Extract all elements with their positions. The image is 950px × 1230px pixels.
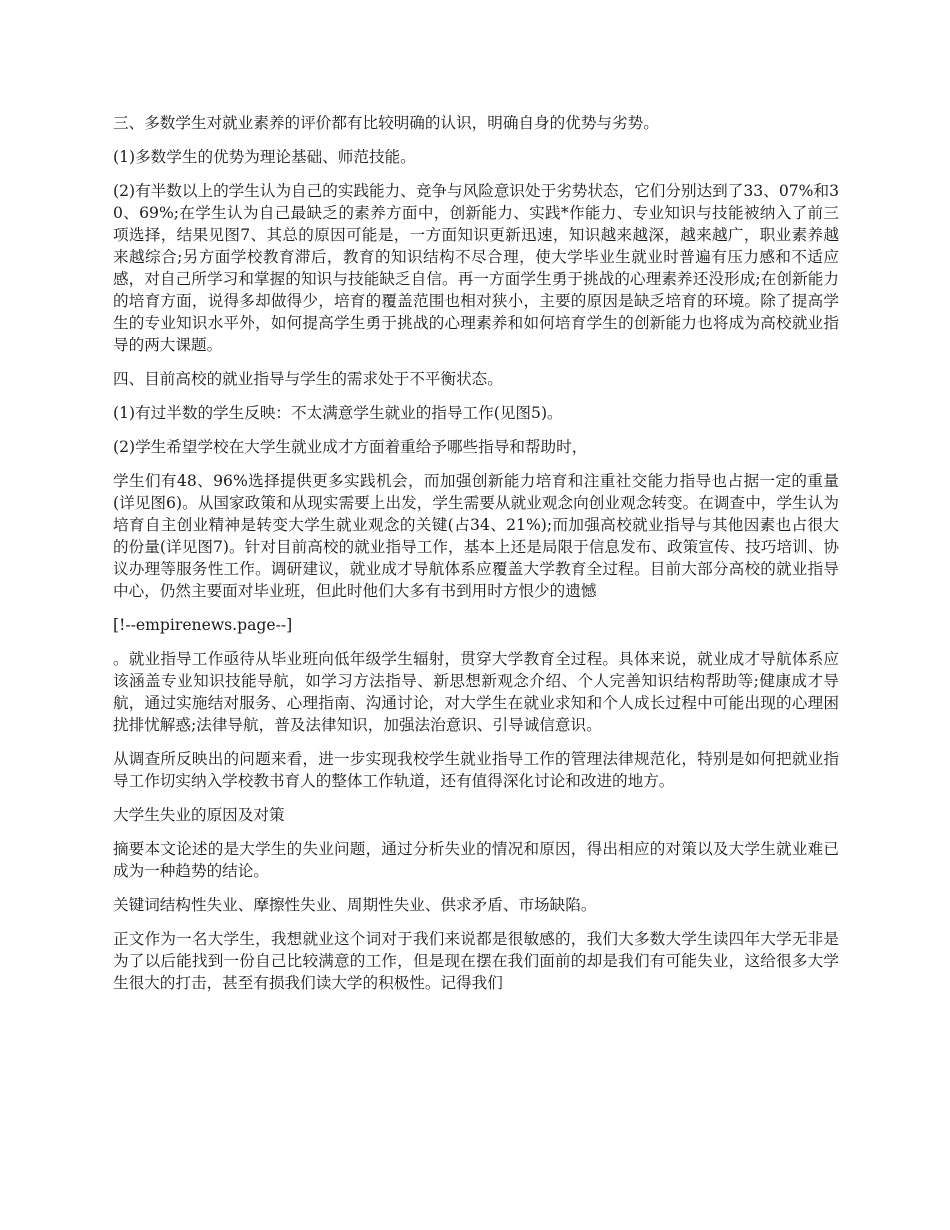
page-break-marker: [!--empirenews.page--] [113, 616, 293, 634]
paragraph-weaknesses: (2)有半数以上的学生认为自己的实践能力、竞争与风险意识处于劣势状态，它们分别达到了33、07%和30、69%;在学生认为自己最缺乏的素养方面中，创新能力、实践*作能力、专业知识与技能被纳入了前三项选择，结果见图7、其总的原因可能是，一方面知识更新迅速，知识越来越深，越来越广，职业素养越来越综合;另方面学校教育滞后，教育的知识结构不尽合理，使大学毕业生就业时普遍有压力感和不适应感，对自己所学习和掌握的知识与技能缺乏自信。再一方面学生勇于挑战的心理素养还没形成;在创新能力的培育方面，说得多却做得少，培育的覆盖范围也相对狭小，主要的原因是缺乏培育的环境。除了提高学生的专业知识水平外，如何提高学生勇于挑战的心理素养和如何培育学生的创新能力也将成为高校就业指导的两大课题。 [113, 182, 839, 354]
paragraph-abstract: 摘要本文论述的是大学生的失业问题，通过分析失业的情况和原因，得出相应的对策以及大学生就业难已成为一种趋势的结论。 [113, 840, 839, 880]
paragraph-keywords: 关键词结构性失业、摩擦性失业、周期性失业、供求矛盾、市场缺陷。 [113, 896, 597, 914]
paragraph-main-text: 正文作为一名大学生，我想就业这个词对于我们来说都是很敏感的，我们大多数大学生读四年大学无非是为了以后能找到一份自己比较满意的工作，但是现在摆在我们面前的却是我们有可能失业，这给很多大学生很大的打击，甚至有损我们读大学的积极性。记得我们 [113, 930, 839, 992]
paragraph-section-four-heading: 四、目前高校的就业指导与学生的需求处于不平衡状态。 [113, 370, 503, 388]
paragraph-practice-opportunities: 学生们有48、96%选择提供更多实践机会，而加强创新能力培育和注重社交能力指导也占据一定的重量(详见图6)。从国家政策和从现实需要上出发，学生需要从就业观念向创业观念转变。在调查中，学生认为培育自主创业精神是转变大学生就业观念的关键(占34、21%);而加强高校就业指导与其他因素也占很大的份量(详见图7)。针对目前高校的就业指导工作，基本上还是局限于信息发布、政策宣传、技巧培训、协议办理等服务性工作。调研建议，就业成才导航体系应覆盖大学教育全过程。目前大部分高校的就业指导中心，仍然主要面对毕业班，但此时他们大多有书到用时方恨少的遗憾 [113, 472, 839, 600]
paragraph-section-three-heading: 三、多数学生对就业素养的评价都有比较明确的认识，明确自身的优势与劣势。 [113, 114, 659, 132]
document-body [113, 112, 839, 994]
paragraph-strengths: (1)多数学生的优势为理论基础、师范技能。 [113, 148, 416, 166]
paragraph-survey-conclusion: 从调查所反映出的问题来看，进一步实现我校学生就业指导工作的管理法律规范化，特别是如何把就业指导工作切实纳入学校教书育人的整体工作轨道，还有值得深化讨论和改进的地方。 [113, 750, 839, 790]
paragraph-student-expectations: (2)学生希望学校在大学生就业成才方面着重给予哪些指导和帮助时， [113, 438, 588, 456]
paragraph-dissatisfaction: (1)有过半数的学生反映：不太满意学生就业的指导工作(见图5)。 [113, 404, 563, 422]
article-title: 大学生失业的原因及对策 [113, 806, 285, 824]
paragraph-guidance-system: 。就业指导工作亟待从毕业班向低年级学生辐射，贯穿大学教育全过程。具体来说，就业成才导航体系应该涵盖专业知识技能导航，如学习方法指导、新思想新观念介绍、个人完善知识结构帮助等;健康成才导航，通过实施结对服务、心理指南、沟通讨论，对大学生在就业求知和个人成长过程中可能出现的心理困扰排忧解惑;法律导航，普及法律知识，加强法治意识、引导诚信意识。 [113, 650, 839, 734]
